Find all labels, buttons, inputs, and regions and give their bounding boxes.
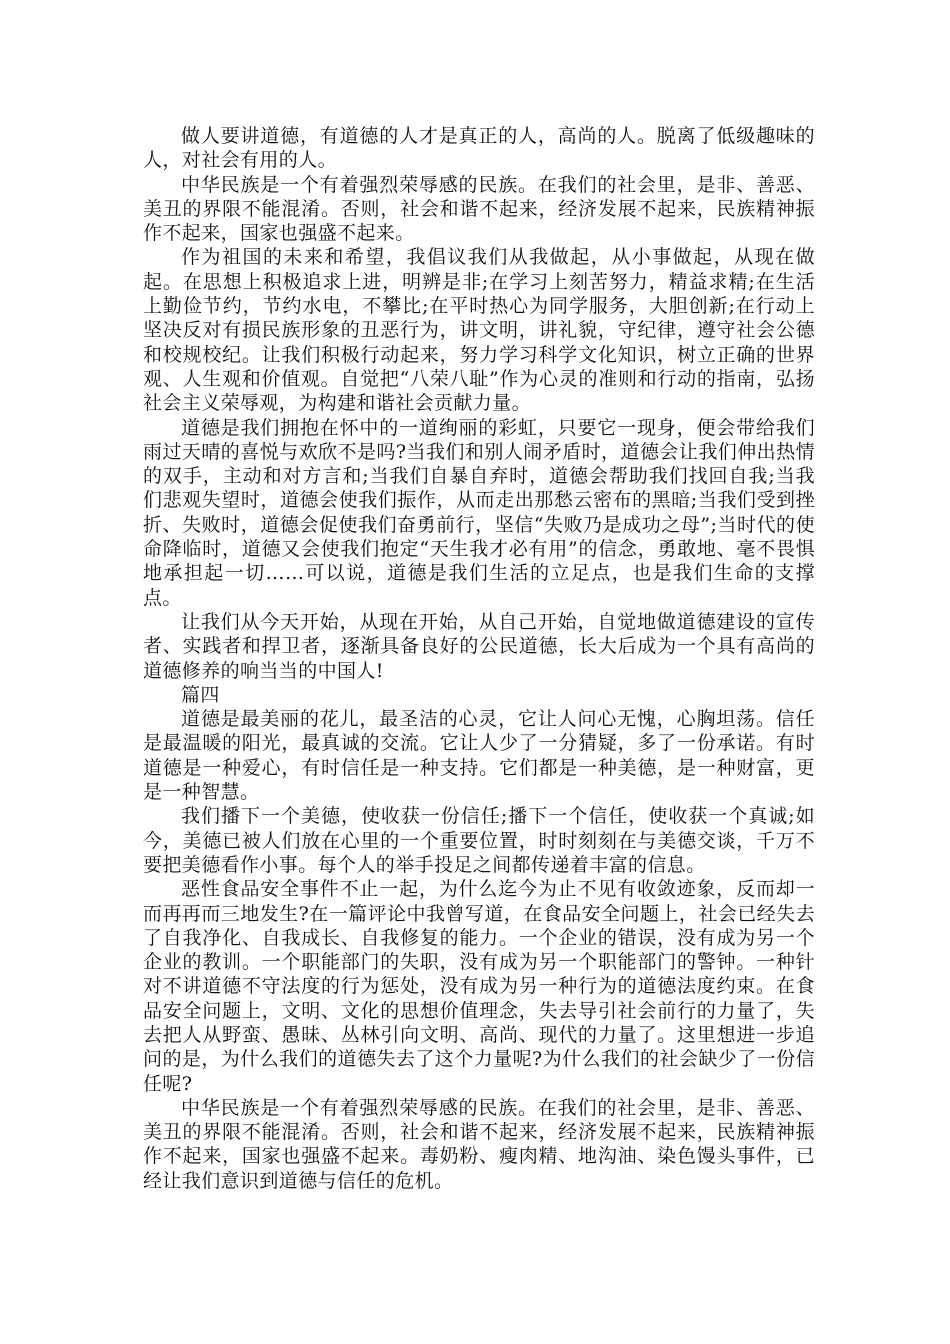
paragraph-5: 让我们从今天开始，从现在开始，从自己开始，自觉地做道德建设的宣传者、实践者和捍卫者，逐渐具备良好的公民道德，长大后成为一个具有高尚的道德修养的响当当的中国人!	[143, 610, 815, 682]
paragraph-3: 作为祖国的未来和希望，我倡议我们从我做起，从小事做起，从现在做起。在思想上积极追求上进，明辨是非;在学习上刻苦努力，精益求精;在生活上勤俭节约，节约水电，不攀比;在平时热心为同学服务，大胆创新;在行动上坚决反对有损民族形象的丑恶行为，讲文明，讲礼貌，守纪律，遵守社会公德和校规校纪。让我们积极行动起来，努力学习科学文化知识，树立正确的世界观、人生观和价值观。自觉把“八荣八耻”作为心灵的准则和行动的指南，弘扬社会主义荣辱观，为构建和谐社会贡献力量。	[143, 246, 815, 415]
paragraph-1: 做人要讲道德，有道德的人才是真正的人，高尚的人。脱离了低级趣味的人，对社会有用的人。	[143, 125, 815, 172]
section-heading: 篇四	[181, 683, 220, 706]
paragraph-4: 道德是我们拥抱在怀中的一道绚丽的彩虹，只要它一现身，便会带给我们雨过天晴的喜悦与欢欣不是吗?当我们和别人闹矛盾时，道德会让我们伸出热情的双手，主动和对方言和;当我们自暴自弃时，道德会帮助我们找回自我;当我们悲观失望时，道德会使我们振作，从而走出那愁云密布的黑暗;当我们受到挫折、失败时，道德会促使我们奋勇前行，坚信“失败乃是成功之母”;当时代的使命降临时，道德又会使我们抱定“天生我才必有用”的信念，勇敢地、毫不畏惧地承担起一切……可以说，道德是我们生活的立足点，也是我们生命的支撑点。	[143, 416, 815, 609]
document-body	[143, 124, 815, 1193]
paragraph-6: 道德是最美丽的花儿，最圣洁的心灵，它让人问心无愧，心胸坦荡。信任是最温暖的阳光，最真诚的交流。它让人少了一分猜疑，多了一份承诺。有时道德是一种爱心，有时信任是一种支持。它们都是一种美德，是一种财富，更是一种智慧。	[143, 708, 815, 804]
paragraph-9: 中华民族是一个有着强烈荣辱感的民族。在我们的社会里，是非、善恶、美丑的界限不能混淆。否则，社会和谐不起来，经济发展不起来，民族精神振作不起来，国家也强盛不起来。毒奶粉、瘦肉精、地沟油、染色馒头事件，已经让我们意识到道德与信任的危机。	[143, 1096, 815, 1192]
paragraph-8: 恶性食品安全事件不止一起，为什么迄今为止不见有收敛迹象，反而却一而再再而三地发生?在一篇评论中我曾写道，在食品安全问题上，社会已经失去了自我净化、自我成长、自我修复的能力。一个企业的错误，没有成为另一个企业的教训。一个职能部门的失职，没有成为另一个职能部门的警钟。一种针对不讲道德不守法度的行为惩处，没有成为另一种行为的道德法度约束。在食品安全问题上，文明、文化的思想价值理念，失去导引社会前行的力量了，失去把人从野蛮、愚昧、丛林引向文明、高尚、现代的力量了。这里想进一步追问的是，为什么我们的道德失去了这个力量呢?为什么我们的社会缺少了一份信任呢?	[143, 878, 815, 1095]
paragraph-7: 我们播下一个美德，使收获一份信任;播下一个信任，使收获一个真诚;如今，美德已被人们放在心里的一个重要位置，时时刻刻在与美德交谈，千万不要把美德看作小事。每个人的举手投足之间都传递着丰富的信息。	[143, 805, 815, 876]
paragraph-2: 中华民族是一个有着强烈荣辱感的民族。在我们的社会里，是非、善恶、美丑的界限不能混淆。否则，社会和谐不起来，经济发展不起来，民族精神振作不起来，国家也强盛不起来。	[143, 173, 815, 245]
